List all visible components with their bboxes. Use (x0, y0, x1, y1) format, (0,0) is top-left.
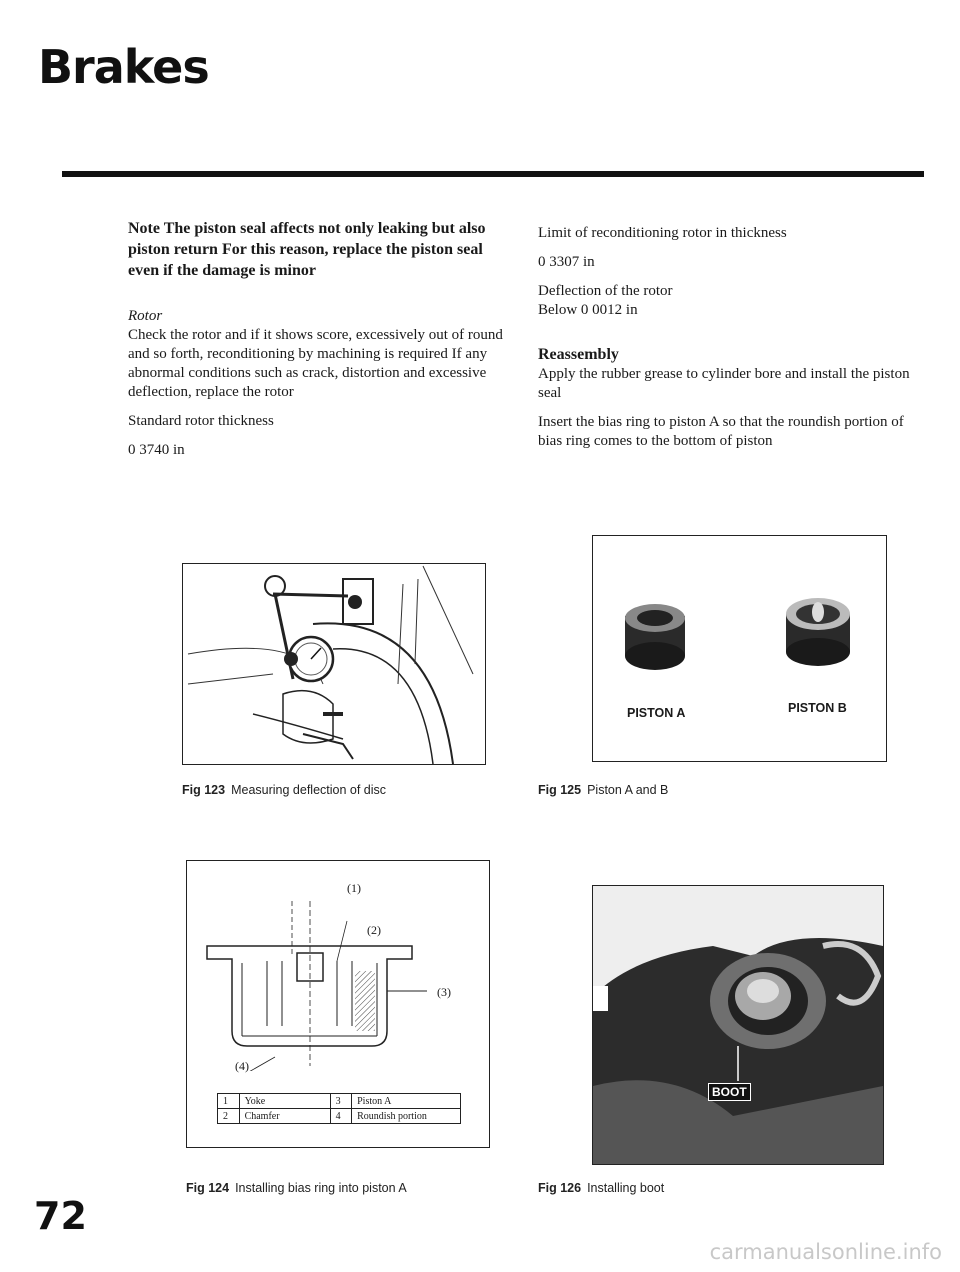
installing-boot-photo (593, 886, 883, 1164)
piston-seal-note: Note The piston seal affects not only leaking but also piston return For this reason, replace the piston seal even if the damage is minor (128, 220, 486, 279)
standard-thickness-label: Standard rotor thickness (128, 413, 274, 429)
fig123-number: Fig 123 (182, 783, 226, 797)
section-title: Brakes (38, 40, 209, 94)
legend-text: Chamfer (239, 1109, 330, 1124)
reassembly-heading: Reassembly (538, 346, 619, 363)
fig126-number: Fig 126 (538, 1181, 582, 1195)
page-number: 72 (34, 1194, 87, 1238)
piston-a-label: PISTON A (627, 706, 686, 720)
pistons-photo (593, 536, 886, 696)
fig124-caption (186, 1181, 407, 1195)
left-column (128, 218, 508, 470)
fig123-caption (182, 783, 386, 797)
dial-gauge-illustration (183, 564, 485, 764)
deflection-value: Below 0 0012 in (538, 302, 638, 318)
fig123-image (182, 563, 486, 765)
fig125-image (592, 535, 887, 762)
boot-label: BOOT (708, 1083, 751, 1101)
fig126-image (592, 885, 884, 1165)
piston-b-label: PISTON B (788, 701, 847, 715)
fig125-number: Fig 125 (538, 783, 582, 797)
header-rule (62, 171, 924, 177)
callout-2: (2) (367, 923, 381, 937)
callout-4: (4) (235, 1059, 249, 1073)
reassembly-text: Apply the rubber grease to cylinder bore and install the piston seal (538, 366, 910, 401)
legend-row (218, 1094, 461, 1109)
callout-3: (3) (437, 985, 451, 999)
fig123-caption-text: Measuring deflection of disc (231, 783, 387, 797)
legend-number: 2 (218, 1109, 240, 1124)
legend-number: 3 (330, 1094, 352, 1109)
fig126-caption-text: Installing boot (587, 1181, 665, 1195)
fig126-caption (538, 1181, 664, 1195)
fig124-legend (217, 1093, 461, 1124)
rotor-heading: Rotor (128, 308, 163, 324)
fig125-caption-text: Piston A and B (587, 783, 669, 797)
fig124-caption-text: Installing bias ring into piston A (235, 1181, 407, 1195)
fig125-caption (538, 783, 668, 797)
callout-1: (1) (347, 881, 361, 895)
fig124-number: Fig 124 (186, 1181, 230, 1195)
legend-text: Piston A (352, 1094, 461, 1109)
legend-row (218, 1109, 461, 1124)
deflection-label: Deflection of the rotor (538, 283, 673, 299)
bias-ring-diagram (187, 861, 489, 1071)
standard-thickness-value: 0 3740 in (128, 442, 185, 458)
legend-number: 1 (218, 1094, 240, 1109)
right-column (538, 224, 923, 461)
legend-text: Roundish portion (352, 1109, 461, 1124)
fig124-image (186, 860, 490, 1148)
rotor-text: Check the rotor and if it shows score, excessively out of round and so forth, reconditioning by machining is required If any abnormal conditions such as crack, distortion and excessive deflection, replace the rotor (128, 327, 503, 400)
watermark: carmanualsonline.info (709, 1240, 942, 1264)
limit-value: 0 3307 in (538, 254, 595, 270)
insert-text: Insert the bias ring to piston A so that the roundish portion of bias ring comes to the bottom of piston (538, 414, 904, 449)
legend-text: Yoke (239, 1094, 330, 1109)
limit-label: Limit of reconditioning rotor in thickness (538, 225, 787, 241)
legend-number: 4 (330, 1109, 352, 1124)
